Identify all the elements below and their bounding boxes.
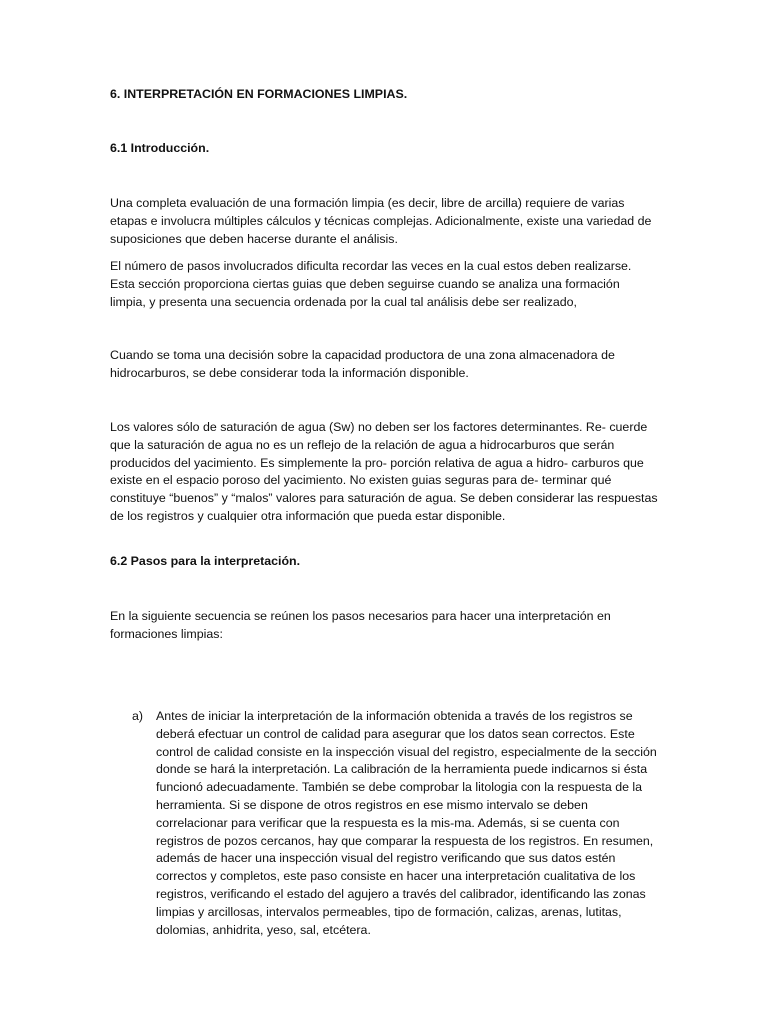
paragraph-intro-2: El número de pasos involucrados dificulta recordar las veces en la cual estos deben realizarse. Esta sección proporciona ciertas guias que deben seguirse cuando se analiza una formación limpia, y presenta una secuencia ordenada por la cual tal análisis debe ser realizado, bbox=[110, 259, 632, 309]
subsection-title-pasos: 6.2 Pasos para la interpretación. bbox=[110, 554, 301, 568]
subsection-title-introduccion: 6.1 Introducción. bbox=[110, 141, 210, 155]
paragraph-steps-intro: En la siguiente secuencia se reúnen los pasos necesarios para hacer una interpretación en formaciones limpias: bbox=[110, 609, 611, 641]
list-item-text: Antes de iniciar la interpretación de la información obtenida a través de los registros se deberá efectuar un control de calidad para asegurar que los datos sean correctos. Este control de calidad consiste en la inspección visual del registro, especialmente de la sección donde se hará la interpretación. La calibración de la herramienta puede indicarnos si ésta funcionó adecuadamente. También se debe comprobar la litologia con la respuesta de la herramienta. Si se dispone de otros registros en ese mismo intervalo se deben correlacionar para verificar que la respuesta es la mis-ma. Además, si se cuenta con registros de pozos cercanos, hay que comparar la respuesta de los registros. En resumen, además de hacer una inspección visual del registro verificando que sus datos estén correctos y completos, este paso consiste en hacer una interpretación cualitativa de los registros, verificando el estado del agujero a través del calibrador, identificando las zonas limpias y arcillosas, intervalos permeables, tipo de formación, calizas, arenas, lutitas, dolomias, anhidrita, yeso, sal, etcétera. bbox=[156, 709, 657, 937]
paragraph-intro-1: Una completa evaluación de una formación limpia (es decir, libre de arcilla) requiere de varias etapas e involucra múltiples cálculos y técnicas complejas. Adicionalmente, existe una variedad de suposiciones que deben hacerse durante el análisis. bbox=[110, 196, 652, 246]
paragraph-intro-3: Cuando se toma una decisión sobre la capacidad productora de una zona almacenadora de hidrocarburos, se debe considerar toda la información disponible. bbox=[110, 348, 615, 380]
list-item-marker: a) bbox=[132, 709, 144, 723]
paragraph-intro-4: Los valores sólo de saturación de agua (Sw) no deben ser los factores determinantes. Re- cuerde que la saturación de agua no es un reflejo de la relación de agua a hidrocarburos que serán producidos del yacimiento. Es simplemente la pro- porción relativa de agua a hidro- carburos que existe en el espacio poroso del yacimiento. No existen guias seguras para de- terminar qué constituye “buenos” y “malos” valores para saturación de agua. Se deben considerar las respuestas de los registros y cualquier otra información que pueda estar disponible. bbox=[110, 420, 658, 523]
section-title: 6. INTERPRETACIÓN EN FORMACIONES LIMPIAS. bbox=[110, 87, 408, 101]
